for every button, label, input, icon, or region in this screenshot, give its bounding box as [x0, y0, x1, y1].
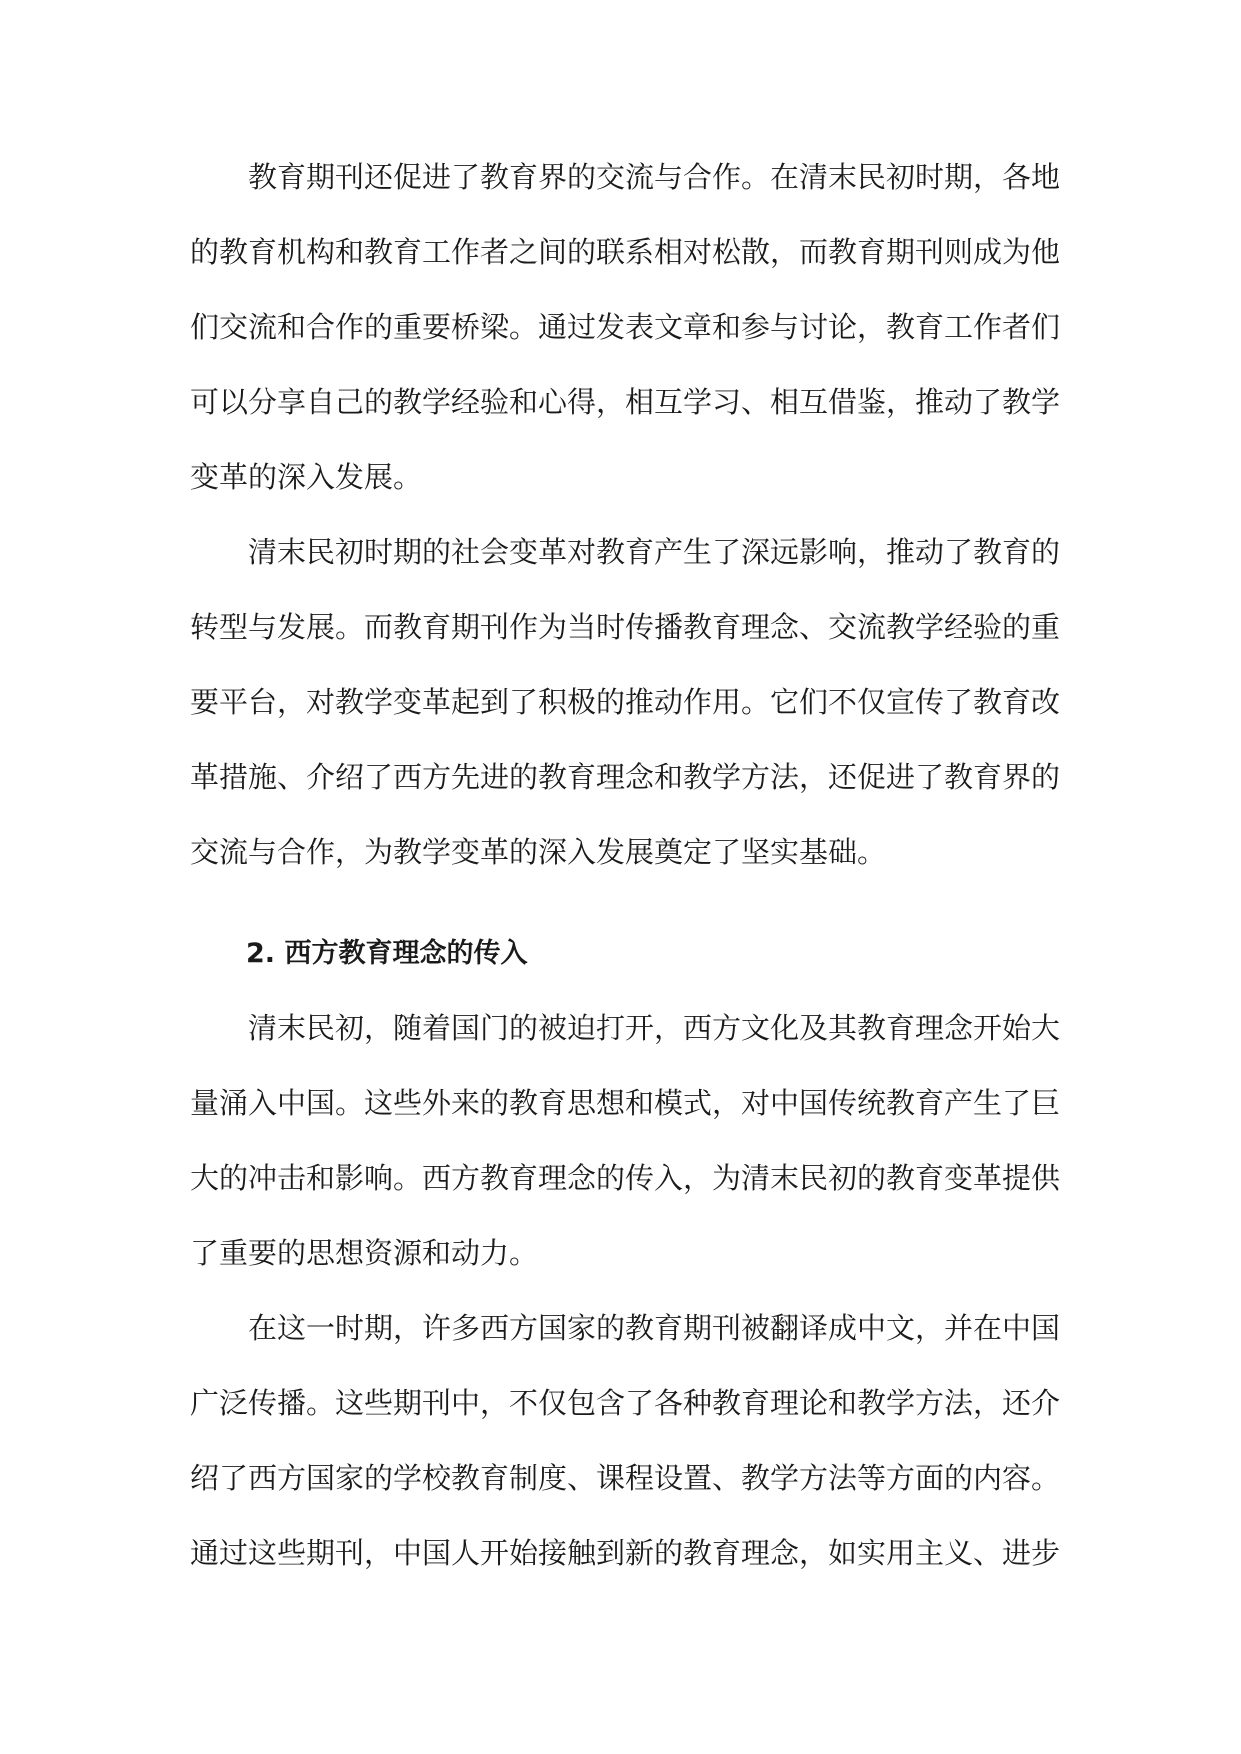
paragraph-western-ideas: 清末民初，随着国门的被迫打开，西方文化及其教育理念开始大量涌入中国。这些外来的教育思想和模式，对中国传统教育产生了巨大的冲击和影响。西方教育理念的传入，为清末民初的教育变革提供了重要的思想资源和动力。 [190, 1011, 1061, 1270]
paragraph-social-change: 清末民初时期的社会变革对教育产生了深远影响，推动了教育的转型与发展。而教育期刊作为当时传播教育理念、交流教学经验的重要平台，对教学变革起到了积极的推动作用。它们不仅宣传了教育改革措施、介绍了西方先进的教育理念和教学方法，还促进了教育界的交流与合作，为教学变革的深入发展奠定了坚实基础。 [190, 535, 1061, 869]
section-heading: 2. 西方教育理念的传入 [246, 938, 528, 969]
paragraph-translated-journals: 在这一时期，许多西方国家的教育期刊被翻译成中文，并在中国广泛传播。这些期刊中，不仅包含了各种教育理论和教学方法，还介绍了西方国家的学校教育制度、课程设置、教学方法等方面的内容。通过这些期刊，中国人开始接触到新的教育理念，如实用主义、进步 [190, 1311, 1061, 1570]
paragraph-exchange-cooperation: 教育期刊还促进了教育界的交流与合作。在清末民初时期，各地的教育机构和教育工作者之间的联系相对松散，而教育期刊则成为他们交流和合作的重要桥梁。通过发表文章和参与讨论，教育工作者们可以分享自己的教学经验和心得，相互学习、相互借鉴，推动了教学变革的深入发展。 [190, 160, 1061, 494]
document-page [190, 140, 1060, 1591]
section-spacer [190, 890, 1060, 916]
